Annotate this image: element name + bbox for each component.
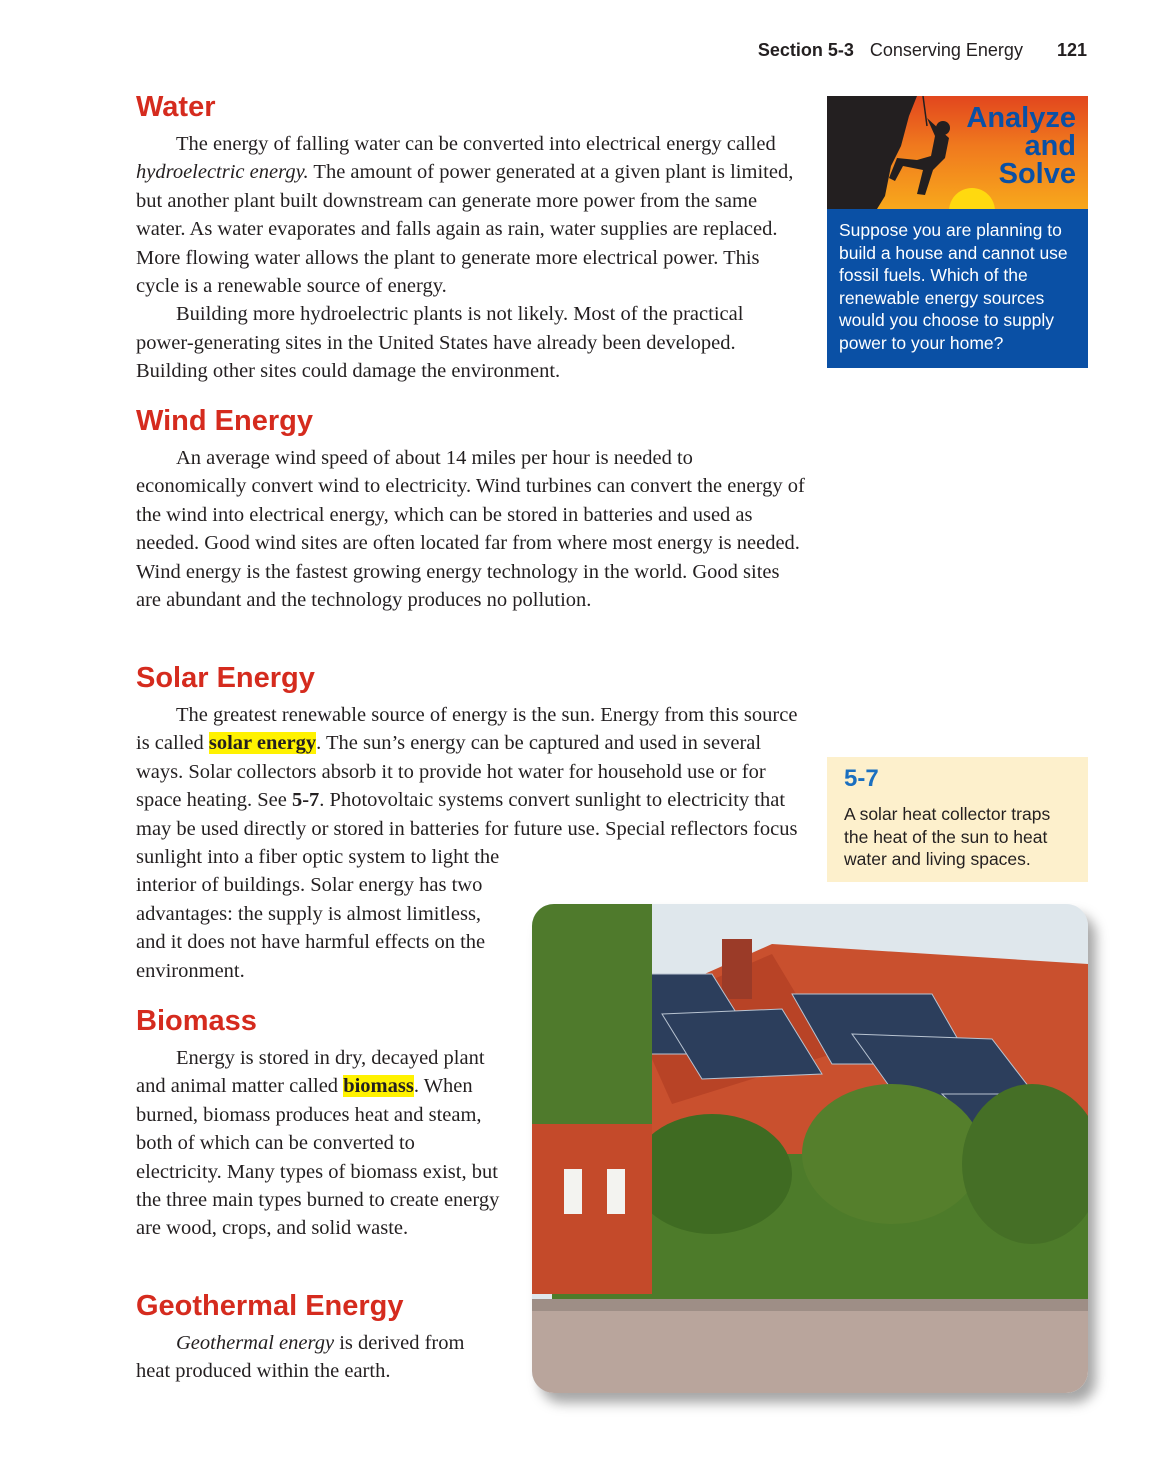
- key-term-solar-energy: solar energy: [208, 732, 317, 755]
- section-biomass: [136, 1004, 501, 1243]
- section-number: Section 5-3: [757, 40, 854, 60]
- figure-caption: [827, 757, 1088, 882]
- climber-banner: [827, 96, 1088, 209]
- page-number: 121: [1056, 40, 1087, 60]
- analyze-and-solve-box: [827, 96, 1088, 368]
- section-water: [136, 90, 806, 386]
- caption-text: A solar heat collector traps the heat of the sun to heat water and living spaces.: [844, 804, 1051, 869]
- paragraph: Geothermal energy is derived from heat produced within the earth.: [136, 1332, 465, 1383]
- heading-wind: Wind Energy: [136, 405, 313, 437]
- section-geothermal: [136, 1289, 501, 1386]
- paragraph: The greatest renewable source of energy is the sun. Energy from this source is called solar energy. The sun’s energy can be captured and used in several ways. Solar collectors absorb it to provide hot water for household use or for space heating. See 5-7. Photovoltaic systems convert sunlight to electricity that may be used directly or stored in batteries for future use. Special reflectors focus sunlight into a fiber optic system to light the interior of buildings. Solar energy has two advantages: the supply is almost limitless, and it does not have harmful effects on the environment.: [136, 704, 798, 982]
- heading-biomass: Biomass: [136, 1005, 257, 1037]
- running-header: [758, 40, 1087, 61]
- analyze-question: Suppose you are planning to build a house and cannot use fossil fuels. Which of the renewable energy sources would you choose to supply power to your home?: [839, 220, 1068, 353]
- paragraph: Energy is stored in dry, decayed plant and animal matter called biomass. When burned, biomass produces heat and steam, both of which can be converted to electricity. Many types of biomass exist, but the three main types burned to create energy are wood, crops, and solid waste.: [136, 1047, 500, 1240]
- figure-reference: 5-7: [291, 789, 320, 812]
- heading-solar: Solar Energy: [136, 662, 315, 694]
- paragraph: An average wind speed of about 14 miles per hour is needed to economically convert wind to electricity. Wind turbines can convert the energy of the wind into electrical energy, which can be stored in batteries and used as needed. Good wind sites are often located far from where most energy is needed. Wind energy is the fastest growing energy technology in the world. Good sites are abundant and the technology produces no pollution.: [136, 447, 805, 612]
- paragraph: The energy of falling water can be converted into electrical energy called hydroelectric energy. The amount of power generated at a given plant is limited, but another plant built downstream can generate more power from the same water. As water evaporates and falls again as rain, water supplies are replaced. More flowing water allows the plant to generate more electrical power. This cycle is a renewable source of energy.: [136, 133, 794, 298]
- section-wind: [136, 404, 806, 614]
- analyze-title: Analyze and Solve: [966, 102, 1076, 190]
- figure-number: 5-7: [844, 765, 879, 792]
- paragraph: Building more hydroelectric plants is not likely. Most of the practical power-generating sites in the United States have already been developed. Building other sites could damage the environment.: [136, 303, 744, 383]
- section-title: Conserving Energy: [869, 40, 1023, 60]
- solar-house-photo: [532, 904, 1088, 1393]
- heading-water: Water: [136, 91, 216, 123]
- key-term-biomass: biomass: [343, 1075, 414, 1098]
- heading-geothermal: Geothermal Energy: [136, 1290, 404, 1322]
